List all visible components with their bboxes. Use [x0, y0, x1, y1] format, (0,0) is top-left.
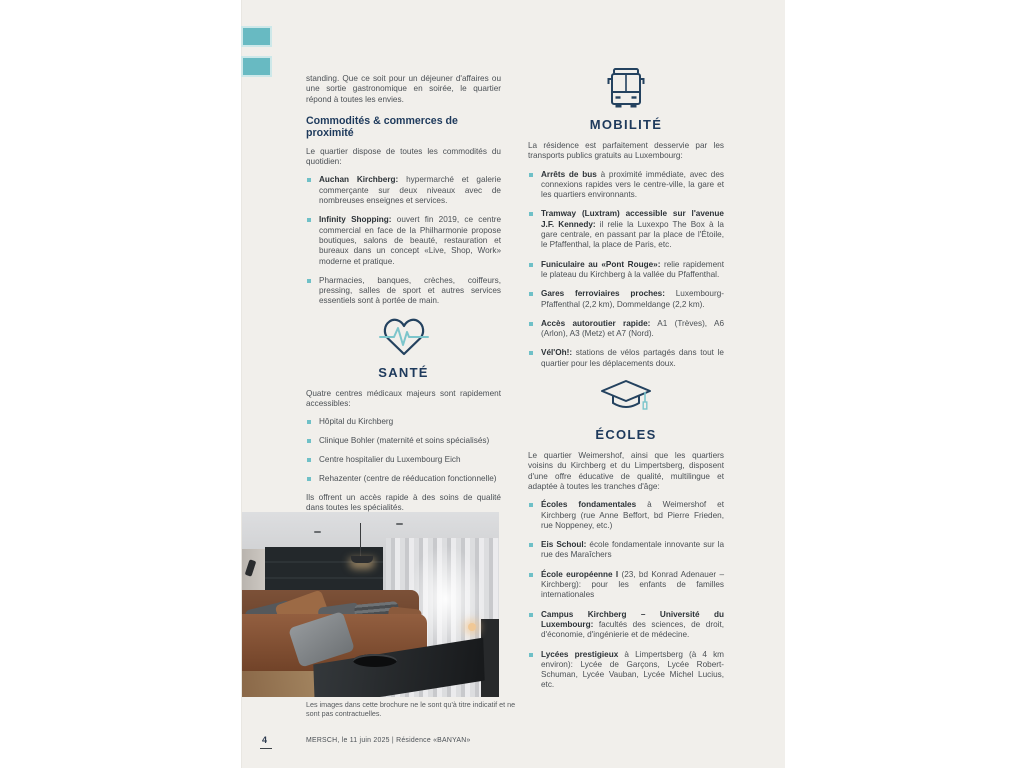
list-item-text: stations de vélos partagés dans tout le quartier pour les déplacements doux. — [541, 348, 724, 368]
list-item-text: à Limpertsberg (à 4 km environ): Lycée de Garçons, Lycée Robert-Schuman, Lycée Vauban, Lycée Michel Lucius, etc. — [541, 649, 724, 690]
list-item-text: facultés des sciences, de droit, d'économie, d'ingénierie et de médecine. — [541, 619, 724, 640]
commodites-lead: Le quartier dispose de toutes les commodités du quotidien: — [306, 146, 501, 167]
photo-spotlight — [314, 531, 321, 533]
list-item — [528, 610, 724, 641]
list-item — [306, 455, 501, 465]
photo-pendant-lamp-shade — [351, 556, 373, 563]
list-item-lead: Vél'Oh!: — [541, 348, 573, 358]
list-item — [528, 170, 724, 201]
list-item — [306, 175, 501, 206]
commodites-heading: Commodités & commerces de proximité — [306, 114, 458, 139]
page-number-underline — [260, 748, 272, 749]
list-item — [528, 500, 724, 531]
list-item-text: Clinique Bohler (maternité et soins spécialisés) — [319, 436, 490, 446]
list-item — [528, 540, 724, 561]
list-item — [528, 319, 724, 340]
list-item — [528, 570, 724, 601]
list-item — [528, 650, 724, 691]
teal-square-decoration — [243, 58, 270, 75]
bus-icon — [603, 66, 649, 83]
list-item-lead: Eis Schoul: — [541, 540, 587, 550]
sante-icon-wrap — [306, 316, 501, 360]
right-column — [528, 0, 724, 700]
mobilite-icon-wrap — [528, 66, 724, 112]
list-item — [306, 215, 501, 266]
graduation-cap-icon — [598, 378, 654, 395]
list-item-text: Hôpital du Kirchberg — [319, 417, 394, 427]
list-item-lead: Gares ferroviaires proches: — [541, 289, 665, 299]
list-item-text: A1 (Trèves), A6 (Arlon), A3 (Metz) et A7 (Nord). — [541, 318, 724, 339]
ecoles-list — [528, 500, 724, 690]
list-item — [306, 436, 501, 446]
list-item-text: ouvert fin 2019, ce centre commercial en face de la Philharmonie propose boutiques, salons de beauté, restauration et bureaux dans un concept «Live, Shop, Work» moderne et pratique. — [319, 215, 502, 266]
list-item — [528, 209, 724, 250]
list-item-text: hypermarché et galerie commerçante sur deux niveaux avec de nombreuses enseignes et services. — [319, 175, 502, 206]
left-column — [306, 0, 501, 521]
list-item — [528, 289, 724, 310]
photo-pendant-lamp — [360, 523, 361, 557]
list-item-text: à Weimershof et Kirchberg (rue Anne Beffort, bd Pierre Frieden, rue Noppeney, etc.) — [541, 500, 724, 530]
photo-caption: Les images dans cette brochure ne le sont qu'à titre indicatif et ne sont pas contractuelles. — [306, 700, 516, 719]
photo-spotlight — [396, 523, 403, 525]
list-item-lead: Infinity Shopping: — [319, 215, 392, 225]
list-item — [306, 276, 501, 307]
sante-heading: SANTÉ — [378, 364, 429, 380]
commodites-list — [306, 175, 501, 306]
list-item-lead: Lycées prestigieux — [541, 649, 619, 659]
list-item-text: Luxembourg-Pfaffenthal (2,2 km), Dommeldange (2,2 km). — [541, 289, 724, 309]
list-item — [528, 348, 724, 369]
sante-outro: Ils offrent un accès rapide à des soins de qualité dans toutes les spécialités. — [306, 492, 501, 512]
list-item-lead: Tramway (Luxtram) accessible sur l'avenue J.F. Kennedy: — [541, 209, 724, 229]
list-item-lead: Arrêts de bus — [541, 169, 597, 179]
list-item-text: (23, bd Konrad Adenauer – Kirchberg): pour les enfants de familles internationales — [541, 569, 724, 600]
list-item-lead: Funiculaire au «Pont Rouge»: — [541, 259, 661, 269]
photo-tv-console — [481, 619, 499, 697]
list-item-text: à proximité immédiate, avec des connexions rapides vers le centre-ville, la gare et les quartiers environnants. — [541, 169, 724, 200]
list-item — [306, 417, 501, 427]
teal-square-decoration — [243, 28, 270, 45]
ecoles-icon-wrap — [528, 378, 724, 422]
page-number: 4 — [262, 735, 268, 745]
list-item-text: relie rapidement le plateau du Kirchberg à la vallée du Pfaffenthal. — [541, 259, 724, 279]
list-item-lead: Auchan Kirchberg: — [319, 175, 399, 185]
list-item-text: Rehazenter (centre de rééducation fonctionnelle) — [319, 473, 497, 483]
ecoles-lead: Le quartier Weimershof, ainsi que les quartiers voisins du Kirchberg et du Limpertsberg, disposent d'une offre éducative de qualité, multilingue et adaptée à toutes les tranches d'âge: — [528, 451, 724, 491]
mobilite-lead: La résidence est parfaitement desservie par les transports publics gratuits au Luxembourg: — [528, 141, 724, 161]
list-item — [528, 260, 724, 281]
sante-lead: Quatre centres médicaux majeurs sont rapidement accessibles: — [306, 388, 501, 409]
heart-pulse-icon — [378, 316, 430, 333]
intro-paragraph: standing. Que ce soit pour un déjeuner d'affaires ou une sortie gastronomique en soirée, le quartier répond à toutes les envies. — [306, 74, 501, 104]
mobilite-heading: MOBILITÉ — [589, 117, 663, 132]
sante-list — [306, 417, 501, 484]
ecoles-heading: ÉCOLES — [595, 427, 657, 443]
list-item-lead: Écoles fondamentales — [541, 500, 637, 510]
list-item-lead: Campus Kirchberg – Université du Luxembourg: — [541, 609, 724, 629]
list-item-text: Centre hospitalier du Luxembourg Eich — [319, 454, 461, 464]
list-item-lead: École européenne I — [541, 569, 619, 579]
list-item-lead: Accès autoroutier rapide: — [541, 318, 651, 328]
list-item-text: il relie la Luxexpo The Box à la gare centrale, en passant par la place de l'Étoile, le Pfaffenthal, la place de Paris, etc. — [541, 219, 724, 250]
list-item-text: école fondamentale innovante sur la rue des Maraîchers — [541, 540, 724, 560]
living-room-photo — [242, 512, 499, 697]
photo-table-lamp — [468, 623, 476, 631]
list-item-text: Pharmacies, banques, crèches, coiffeurs, pressing, salles de sport et autres services essentiels sont à portée de main. — [319, 275, 501, 306]
brochure-page — [241, 0, 785, 768]
list-item — [306, 474, 501, 484]
mobilite-list — [528, 170, 724, 369]
footer-text: MERSCH, le 11 juin 2025 | Résidence «BANYAN» — [306, 737, 471, 744]
